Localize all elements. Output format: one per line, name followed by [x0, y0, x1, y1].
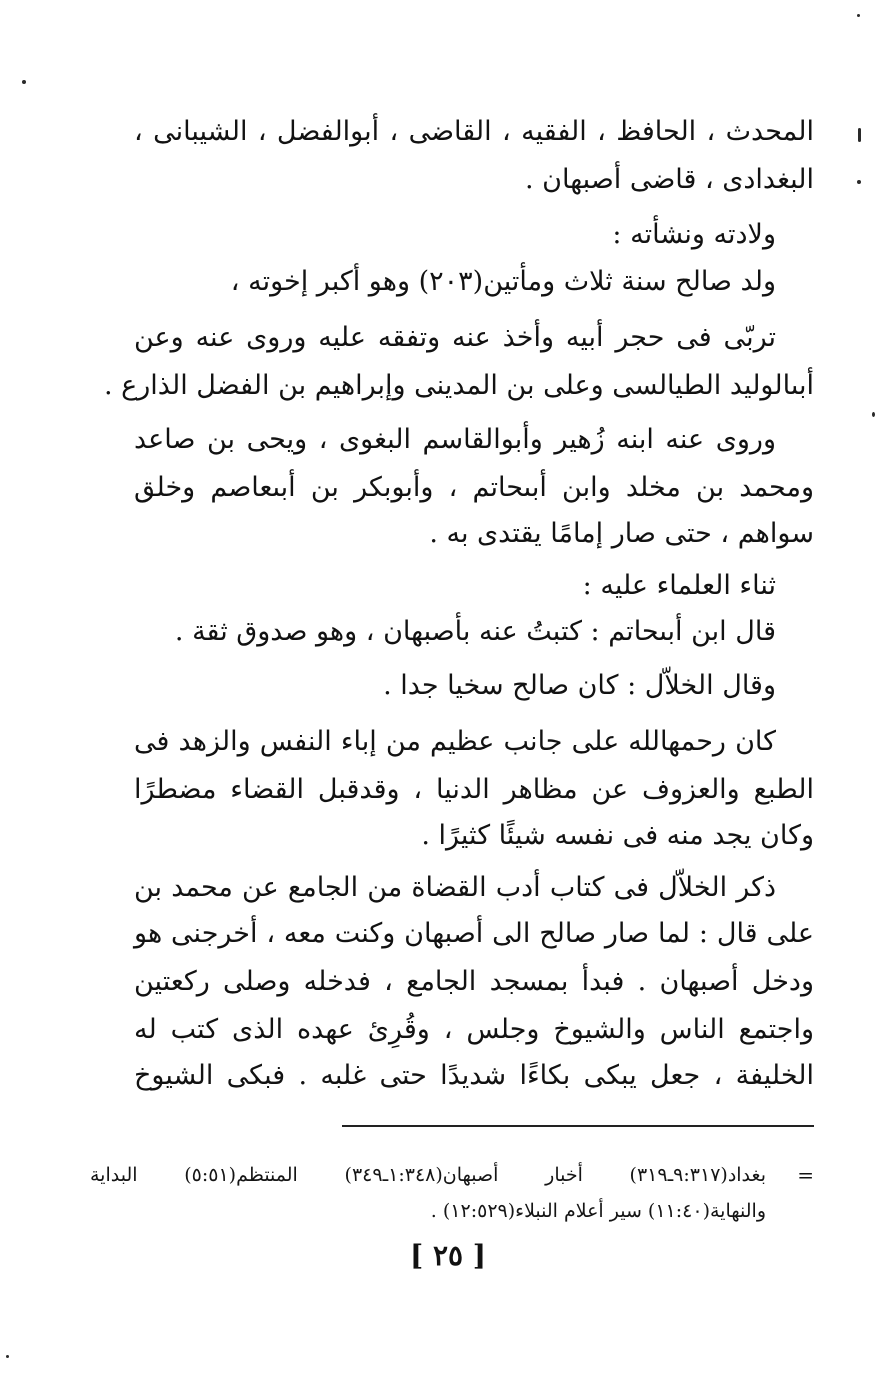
body-line-8: ومحمد بن مخلد وابن أبىحاتم ، وأبوبكر بن أبىعاصم وخلق [134, 472, 814, 503]
scan-speck [6, 1355, 9, 1358]
section-heading-birth: ولادته ونشأته : [612, 219, 776, 250]
body-line-13: كان رحمهالله على جانب عظيم من إباء النفس والزهد فى [134, 726, 776, 757]
body-line-4: ولد صالح سنة ثلاث ومأتين(٢٠٣) وهو أكبر إخوته ، [230, 266, 776, 297]
page-number: [ ٢٥ ] [409, 1239, 487, 1272]
body-line-5: تربّى فى حجر أبيه وأخذ عنه وتفقه عليه وروى عنه وعن [134, 322, 776, 353]
scan-speck [858, 128, 861, 142]
body-line-15: وكان يجد منه فى نفسه شيئًا كثيرًا . [421, 820, 814, 851]
body-line-2: البغدادى ، قاضى أصبهان . [525, 164, 814, 195]
body-line-16: ذكر الخلاّل فى كتاب أدب القضاة من الجامع عن محمد بن [134, 872, 776, 903]
body-line-6: أبىالوليد الطيالسى وعلى بن المدينى وإبراهيم بن الفضل الذارع . [103, 370, 814, 401]
scan-speck [857, 180, 861, 184]
body-line-7: وروى عنه ابنه زُهير وأبوالقاسم البغوى ، ويحى بن صاعد [134, 424, 776, 455]
footnote-separator [342, 1125, 814, 1127]
footnote-marker: = [797, 1163, 814, 1187]
body-line-20: الخليفة ، جعل يبكى بكاءًا شديدًا حتى غلبه . فبكى الشيوخ [134, 1060, 814, 1091]
body-line-11: قال ابن أبىحاتم : كتبتُ عنه بأصبهان ، وهو صدوق ثقة . [174, 616, 776, 647]
footnote-line-1: بغداد(٩:٣١٧ـ٣١٩) أخبار أصبهان(١:٣٤٨ـ٣٤٩) المنتظم(٥:٥١) البداية [90, 1164, 766, 1186]
body-line-12: وقال الخلاّل : كان صالح سخيا جدا . [383, 670, 776, 701]
section-heading-praise: ثناء العلماء عليه : [582, 570, 776, 601]
scan-speck [857, 14, 860, 17]
body-line-14: الطبع والعزوف عن مظاهر الدنيا ، وقدقبل القضاء مضطرًا [134, 774, 814, 805]
body-line-17: على قال : لما صار صالح الى أصبهان وكنت معه ، أخرجنى هو [134, 918, 814, 949]
body-line-18: ودخل أصبهان . فبدأ بمسجد الجامع ، فدخله وصلى ركعتين [134, 966, 814, 997]
scan-speck [872, 412, 875, 417]
scan-speck [22, 80, 26, 84]
footnote-line-2: والنهاية(١١:٤٠) سير أعلام النبلاء(١٢:٥٢٩) . [430, 1200, 766, 1222]
body-line-9: سواهم ، حتى صار إمامًا يقتدى به . [429, 518, 814, 549]
body-line-1: المحدث ، الحافظ ، الفقيه ، القاضى ، أبوالفضل ، الشيبانى ، [134, 116, 814, 147]
body-line-19: واجتمع الناس والشيوخ وجلس ، وقُرِئ عهده الذى كتب له [134, 1014, 814, 1045]
